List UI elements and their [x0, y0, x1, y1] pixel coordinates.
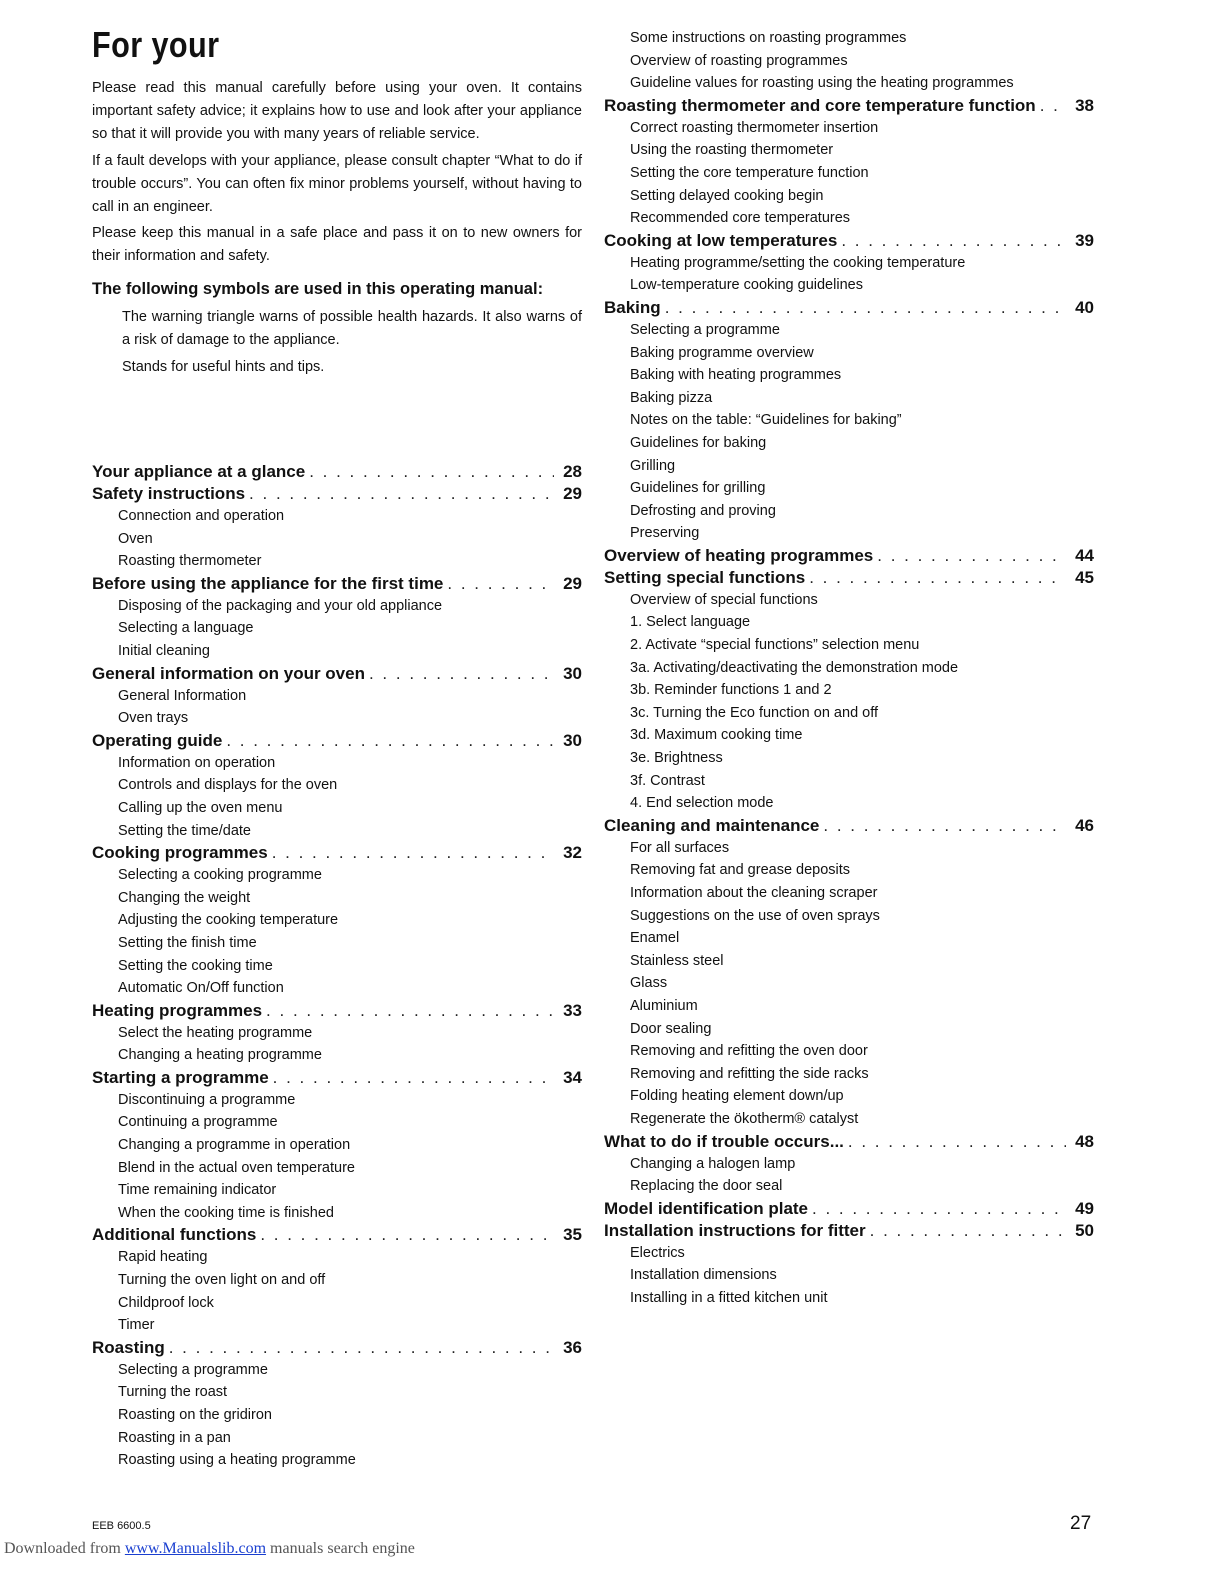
- toc-leader-dots: [447, 573, 554, 595]
- toc-section-entry[interactable]: [92, 1000, 582, 1022]
- toc-leader-dots: [823, 815, 1066, 837]
- toc-section-title: Model identification plate: [604, 1198, 809, 1218]
- toc-section-entry[interactable]: [92, 663, 582, 685]
- toc-subentry[interactable]: Recommended core temperatures: [630, 210, 851, 227]
- toc-subentry[interactable]: When the cooking time is finished: [118, 1204, 334, 1221]
- toc-leader-dots: [809, 567, 1066, 589]
- toc-section-title: Cooking programmes: [92, 843, 268, 863]
- toc-right-column: [604, 27, 1094, 1310]
- toc-subentry[interactable]: Grilling: [630, 457, 676, 474]
- toc-subentry[interactable]: 3c. Turning the Eco function on and off: [630, 704, 879, 721]
- toc-leader-dots: [309, 461, 554, 483]
- toc-subentry[interactable]: Notes on the table: “Guidelines for baking”: [630, 412, 902, 429]
- intro-paragraph: Please read this manual carefully before using your oven. It contains important safety advice; it explains how to use and look after your appliance so that it will provide you with many years of reliable service.: [92, 80, 582, 142]
- toc-subentry[interactable]: Glass: [630, 975, 668, 992]
- toc-page-number: 39: [1075, 230, 1094, 250]
- toc-leader-dots: [369, 663, 554, 685]
- toc-section-title: Cleaning and maintenance: [604, 815, 820, 835]
- toc-leader-dots: [665, 297, 1066, 319]
- toc-section-entry[interactable]: [92, 1067, 582, 1089]
- toc-section-entry[interactable]: [604, 545, 1094, 567]
- toc-section-entry[interactable]: [604, 1131, 1094, 1153]
- toc-section-title: Your appliance at a glance: [92, 462, 306, 481]
- toc-subentry[interactable]: Selecting a cooking programme: [118, 867, 322, 884]
- toc-subentry[interactable]: Roasting in a pan: [118, 1429, 231, 1446]
- toc-page-number: 35: [563, 1225, 582, 1245]
- toc-subentry[interactable]: Setting the core temperature function: [630, 164, 869, 181]
- toc-page-number: 32: [563, 843, 582, 863]
- toc-leader-dots: [266, 1000, 554, 1022]
- toc-subentry[interactable]: Selecting a language: [118, 620, 254, 637]
- toc-subentry[interactable]: Replacing the door seal: [630, 1178, 783, 1195]
- toc-section-title: Installation instructions for fitter: [604, 1220, 866, 1240]
- toc-subentry[interactable]: Removing and refitting the side racks: [630, 1065, 869, 1082]
- toc-page-number: 45: [1075, 567, 1094, 587]
- toc-subentry[interactable]: Folding heating element down/up: [630, 1088, 844, 1105]
- toc-section-title: Cooking at low temperatures: [604, 230, 838, 250]
- toc-section-title: Additional functions: [92, 1225, 257, 1245]
- toc-subentry[interactable]: Select the heating programme: [118, 1024, 313, 1041]
- toc-subentry[interactable]: Roasting on the gridiron: [118, 1407, 272, 1423]
- toc-section-entry[interactable]: [92, 1337, 582, 1359]
- toc-section-entry[interactable]: [604, 297, 1094, 319]
- toc-subentry[interactable]: Guideline values for roasting using the heating programmes: [630, 75, 1014, 92]
- toc-leader-dots: [249, 483, 554, 505]
- intro-paragraph: If a fault develops with your appliance, please consult chapter “What to do if trouble occurs”. You can often fix minor problems yourself, without having to call in an engineer.: [92, 153, 582, 215]
- toc-subentry[interactable]: Disposing of the packaging and your old appliance: [118, 597, 443, 614]
- toc-page-number: 34: [563, 1067, 582, 1087]
- toc-subentry[interactable]: Calling up the oven menu: [118, 799, 283, 816]
- toc-subentry[interactable]: Setting the time/date: [118, 822, 251, 839]
- toc-subentry[interactable]: Aluminium: [630, 997, 698, 1014]
- download-suffix: manuals search engine: [266, 1540, 415, 1557]
- toc-section-entry[interactable]: [92, 461, 582, 483]
- toc-page-number: 33: [563, 1000, 582, 1020]
- toc-subentry[interactable]: Defrosting and proving: [630, 502, 776, 519]
- toc-subentry[interactable]: Baking with heating programmes: [630, 367, 842, 384]
- toc-subentry[interactable]: Using the roasting thermometer: [630, 142, 834, 159]
- toc-subentry[interactable]: Regenerate the ökotherm® catalyst: [630, 1110, 859, 1127]
- intro-paragraph: Please keep this manual in a safe place and pass it on to new owners for their information and safety.: [92, 225, 582, 264]
- toc-section-title: Heating programmes: [92, 1000, 263, 1020]
- toc-page-number: 46: [1075, 815, 1094, 835]
- symbols-heading: The following symbols are used in this operating manual:: [92, 280, 544, 298]
- toc-subentry[interactable]: Overview of roasting programmes: [630, 52, 848, 69]
- toc-page-number: 49: [1075, 1198, 1094, 1218]
- toc-left-column: [92, 461, 582, 1472]
- toc-subentry[interactable]: Baking programme overview: [630, 344, 814, 361]
- toc-section-title: General information on your oven: [92, 663, 365, 683]
- hint-symbol-text: Stands for useful hints and tips.: [122, 359, 325, 375]
- toc-subentry[interactable]: Blend in the actual oven temperature: [118, 1159, 355, 1176]
- toc-subentry[interactable]: Information on operation: [118, 754, 276, 771]
- toc-subentry[interactable]: 3e. Brightness: [630, 750, 723, 767]
- toc-subentry[interactable]: 4. End selection mode: [630, 795, 774, 812]
- manualslib-link[interactable]: www.Manualslib.com: [124, 1540, 267, 1557]
- toc-subentry[interactable]: Electrics: [630, 1244, 685, 1261]
- toc-section-title: Starting a programme: [92, 1067, 269, 1087]
- toc-page-number: 48: [1075, 1131, 1094, 1151]
- toc-subentry[interactable]: Low-temperature cooking guidelines: [630, 277, 863, 294]
- toc-leader-dots: [226, 730, 554, 752]
- toc-subentry[interactable]: Turning the oven light on and off: [118, 1272, 326, 1289]
- toc-subentry[interactable]: Setting the cooking time: [118, 957, 273, 974]
- toc-subentry[interactable]: 3b. Reminder functions 1 and 2: [630, 682, 832, 699]
- toc-page-number: 50: [1075, 1220, 1094, 1240]
- toc-leader-dots: [1040, 95, 1066, 117]
- toc-subentry[interactable]: 3f. Contrast: [630, 772, 705, 789]
- toc-section-title: Operating guide: [92, 730, 223, 750]
- toc-subentry[interactable]: Installation dimensions: [630, 1267, 777, 1284]
- toc-page-number: 38: [1075, 95, 1094, 115]
- toc-section-entry[interactable]: [92, 483, 582, 505]
- toc-subentry[interactable]: Oven trays: [118, 710, 189, 727]
- toc-subentry[interactable]: Adjusting the cooking temperature: [118, 912, 339, 929]
- toc-leader-dots: [812, 1198, 1066, 1220]
- toc-section-entry[interactable]: [604, 230, 1094, 252]
- toc-section-title: What to do if trouble occurs...: [604, 1131, 844, 1151]
- toc-subentry[interactable]: Time remaining indicator: [118, 1182, 277, 1199]
- toc-subentry[interactable]: Heating programme/setting the cooking temperature: [630, 254, 966, 271]
- toc-subentry[interactable]: Changing a programme in operation: [118, 1137, 351, 1154]
- toc-section-entry[interactable]: [604, 1198, 1094, 1220]
- toc-leader-dots: [841, 230, 1066, 252]
- toc-subentry[interactable]: Controls and displays for the oven: [118, 777, 338, 794]
- toc-subentry[interactable]: Selecting a programme: [118, 1361, 268, 1378]
- toc-subentry[interactable]: Removing and refitting the oven door: [630, 1043, 868, 1060]
- model-number: EEB 6600.5: [92, 1520, 151, 1532]
- toc-subentry[interactable]: Continuing a programme: [118, 1114, 278, 1131]
- toc-page-number: 30: [563, 663, 582, 683]
- toc-section-title: Baking: [604, 297, 661, 317]
- toc-section-entry[interactable]: [604, 1220, 1094, 1242]
- toc-section-title: Before using the appliance for the first time: [92, 573, 444, 593]
- toc-page-number: 40: [1075, 297, 1094, 317]
- toc-page-number: 29: [563, 573, 582, 593]
- toc-section-title: Roasting: [92, 1337, 165, 1357]
- toc-page-number: 30: [563, 730, 582, 750]
- toc-subentry[interactable]: General Information: [118, 687, 247, 704]
- toc-section-title: Setting special functions: [604, 567, 806, 587]
- toc-subentry[interactable]: Changing a heating programme: [118, 1047, 322, 1064]
- toc-subentry[interactable]: Discontinuing a programme: [118, 1091, 296, 1108]
- toc-subentry[interactable]: 3d. Maximum cooking time: [630, 727, 803, 744]
- toc-subentry[interactable]: Correct roasting thermometer insertion: [630, 119, 879, 136]
- toc-section-title: Overview of heating programmes: [604, 545, 874, 565]
- page-title: For your: [92, 24, 220, 65]
- toc-leader-dots: [260, 1224, 554, 1246]
- toc-subentry[interactable]: Door sealing: [630, 1020, 712, 1037]
- toc-page-number: 28: [563, 462, 582, 481]
- toc-subentry[interactable]: Installing in a fitted kitchen unit: [630, 1289, 828, 1306]
- toc-subentry[interactable]: Turning the roast: [118, 1384, 228, 1401]
- toc-subentry[interactable]: Connection and operation: [118, 508, 285, 524]
- toc-subentry[interactable]: Setting the finish time: [118, 934, 257, 951]
- download-notice: [4, 1540, 415, 1558]
- toc-subentry[interactable]: Initial cleaning: [118, 642, 210, 659]
- toc-subentry[interactable]: 2. Activate “special functions” selection menu: [630, 637, 920, 654]
- toc-subentry[interactable]: For all surfaces: [630, 839, 730, 856]
- toc-page-number: 29: [563, 484, 582, 503]
- toc-subentry[interactable]: Changing a halogen lamp: [630, 1155, 796, 1172]
- toc-subentry[interactable]: Childproof lock: [118, 1294, 214, 1311]
- toc-subentry[interactable]: Overview of special functions: [630, 591, 818, 608]
- toc-subentry[interactable]: Information about the cleaning scraper: [630, 885, 878, 901]
- toc-leader-dots: [169, 1337, 554, 1359]
- toc-subentry[interactable]: Baking pizza: [630, 389, 713, 406]
- toc-page-number: 36: [563, 1337, 582, 1357]
- toc-subentry[interactable]: Roasting using a heating programme: [118, 1452, 356, 1469]
- toc-subentry[interactable]: Preserving: [630, 525, 700, 542]
- toc-subentry[interactable]: Guidelines for grilling: [630, 480, 766, 497]
- toc-subentry[interactable]: Enamel: [630, 930, 680, 947]
- toc-page-number: 44: [1075, 545, 1094, 565]
- toc-subentry[interactable]: Guidelines for baking: [630, 434, 767, 451]
- toc-subentry[interactable]: Some instructions on roasting programmes: [630, 30, 907, 46]
- page-number: 27: [1070, 1513, 1092, 1534]
- toc-subentry[interactable]: Rapid heating: [118, 1249, 208, 1266]
- toc-subentry[interactable]: Stainless steel: [630, 952, 724, 969]
- toc-leader-dots: [272, 842, 554, 864]
- toc-subentry[interactable]: 1. Select language: [630, 614, 751, 631]
- toc-section-entry[interactable]: [604, 567, 1094, 589]
- toc-leader-dots: [848, 1131, 1066, 1153]
- toc-section-entry[interactable]: [92, 573, 582, 595]
- toc-subentry[interactable]: Timer: [118, 1317, 155, 1334]
- toc-subentry[interactable]: Changing the weight: [118, 889, 251, 906]
- toc-subentry[interactable]: Oven: [118, 530, 153, 547]
- toc-subentry[interactable]: Roasting thermometer: [118, 553, 262, 570]
- toc-section-entry[interactable]: [604, 815, 1094, 837]
- download-prefix: Downloaded from: [4, 1540, 125, 1557]
- toc-leader-dots: [273, 1067, 554, 1089]
- toc-section-entry[interactable]: [92, 842, 582, 864]
- toc-section-entry[interactable]: [92, 730, 582, 752]
- toc-subentry[interactable]: Removing fat and grease deposits: [630, 862, 851, 879]
- toc-subentry[interactable]: 3a. Activating/deactivating the demonstration mode: [630, 659, 959, 676]
- toc-section-title: Safety instructions: [92, 484, 246, 503]
- toc-subentry[interactable]: Selecting a programme: [630, 321, 780, 338]
- toc-leader-dots: [877, 545, 1066, 567]
- toc-section-entry[interactable]: [92, 1224, 582, 1246]
- toc-subentry[interactable]: Suggestions on the use of oven sprays: [630, 907, 880, 924]
- toc-subentry[interactable]: Automatic On/Off function: [118, 980, 284, 997]
- toc-section-title: Roasting thermometer and core temperature function: [604, 95, 1036, 115]
- toc-leader-dots: [870, 1220, 1066, 1242]
- warning-symbol-text: The warning triangle warns of possible health hazards. It also warns of a risk of damage to the appliance.: [122, 309, 582, 348]
- toc-subentry[interactable]: Setting delayed cooking begin: [630, 187, 824, 204]
- toc-section-entry[interactable]: [604, 95, 1094, 117]
